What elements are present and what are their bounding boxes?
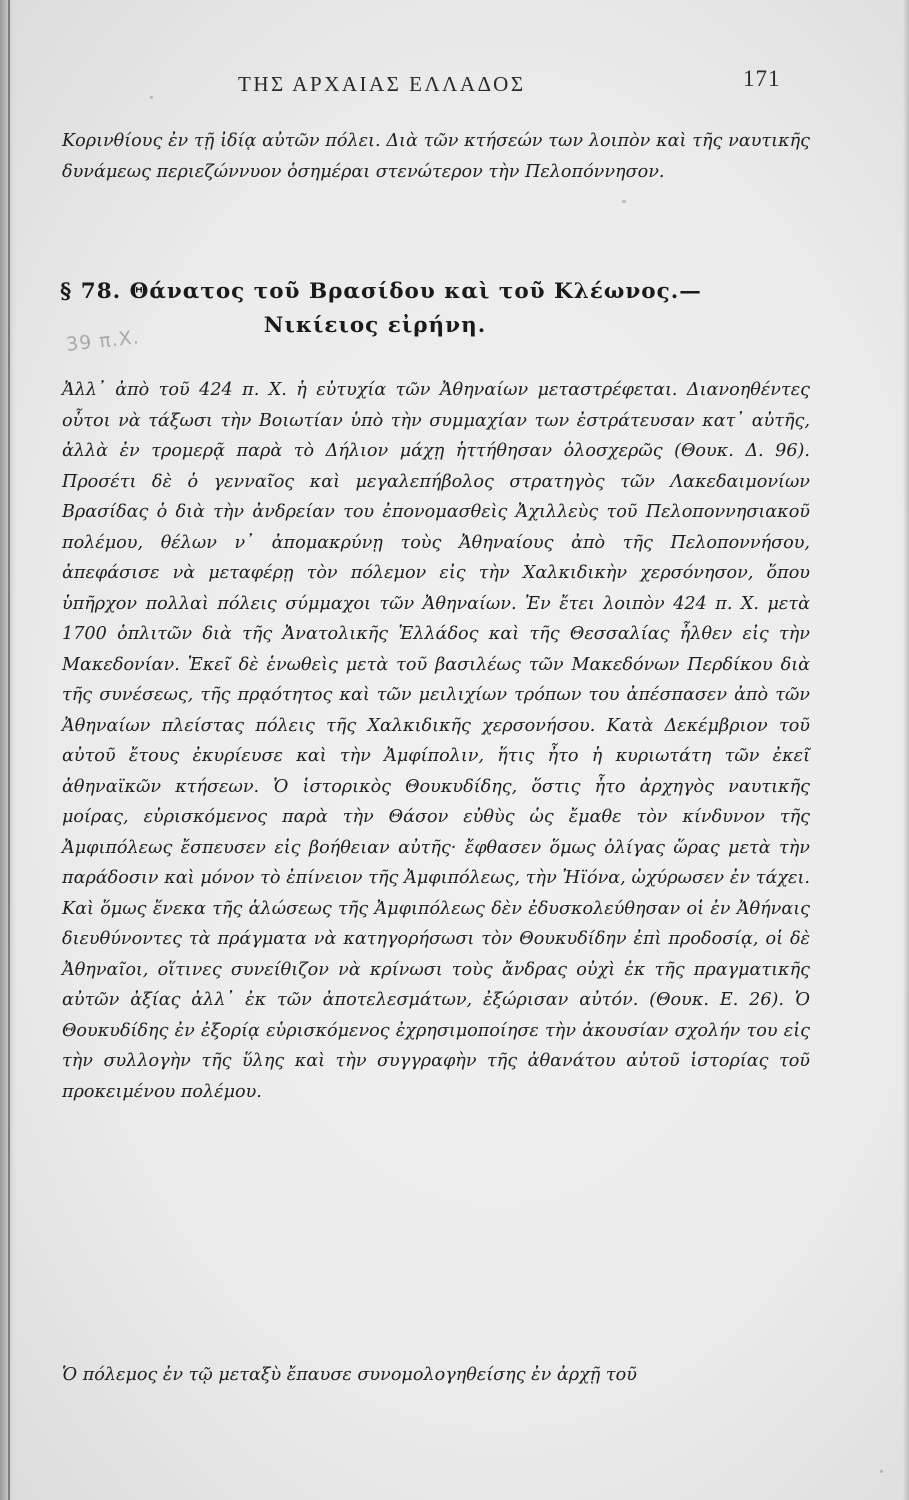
paragraph-text: Κορινθίους ἐν τῇ ἰδίᾳ αὐτῶν πόλει. Διὰ τῶν κτήσεών των λοιπὸν καὶ τῆς ναυτικῆς δυνάμεως περιεζώννυον ὁσημέραι στενώτερον τὴν Πελοπόννησον. — [62, 131, 810, 182]
main-paragraph — [62, 375, 810, 1107]
pencil-margin-note: 39 π.Χ. — [65, 326, 141, 356]
print-speck — [880, 1470, 883, 1473]
page-edge — [903, 0, 909, 1500]
print-speck — [622, 200, 626, 203]
paragraph-text: Ἀλλ᾽ ἀπὸ τοῦ 424 π. Χ. ἡ εὐτυχία τῶν Ἀθηναίων μεταστρέφεται. Διανοηθέντες οὗτοι νὰ τάξωσι τὴν Βοιωτίαν ὑπὸ τὴν συμμαχίαν των ἐστράτευσαν κατ᾽ αὐτῆς, ἀλλὰ ἐν τρομερᾷ παρὰ τὸ Δήλιον μάχῃ ἡττήθησαν ὁλοσχερῶς (Θουκ. Δ. 96). Προσέτι δὲ ὁ γενναῖος καὶ μεγαλεπήβολος στρατηγὸς τῶν Λακεδαιμονίων Βρασίδας ὁ διὰ τὴν ἀνδρείαν του ἐπονομασθεὶς Ἀχιλλεὺς τοῦ Πελοποννησιακοῦ πολέμου, θέλων ν᾽ ἀπομακρύνῃ τοὺς Ἀθηναίους ἀπὸ τῆς Πελοποννήσου, ἀπεφάσισε νὰ μεταφέρῃ τὸν πόλεμον εἰς τὴν Χαλκιδικὴν χερσόνησον, ὅπου ὑπῆρχον πολλαὶ πόλεις σύμμαχοι τῶν Ἀθηναίων. Ἐν ἔτει λοιπὸν 424 π. Χ. μετὰ 1700 ὁπλιτῶν διὰ τῆς Ἀνατολικῆς Ἑλλάδος καὶ τῆς Θεσσαλίας ἦλθεν εἰς τὴν Μακεδονίαν. Ἐκεῖ δὲ ἑνωθεὶς μετὰ τοῦ βασιλέως τῶν Μακεδόνων Περδίκου διὰ τῆς συνέσεως, τῆς πρᾳότητος καὶ τῶν μειλιχίων τρόπων του ἀπέσπασεν ἀπὸ τῶν Ἀθηναίων πλείστας πόλεις τῆς Χαλκιδικῆς χερσονήσου. Κατὰ Δεκέμβριον τοῦ αὐτοῦ ἔτους ἐκυρίευσε καὶ τὴν Ἀμφίπολιν, ἥτις ἦτο ἡ κυριωτάτη τῶν ἐκεῖ ἀθηναϊκῶν κτήσεων. Ὁ ἱστορικὸς Θουκυδίδης, ὅστις ἦτο ἀρχηγὸς ναυτικῆς μοίρας, εὑρισκόμενος παρὰ τὴν Θάσον εὐθὺς ὡς ἔμαθε τὸν κίνδυνον τῆς Ἀμφιπόλεως ἔσπευσεν εἰς βοήθειαν αὐτῆς· ἔφθασεν ὅμως ὀλίγας ὥρας μετὰ τὴν παράδοσιν καὶ μόνον τὸ ἐπίνειον τῆς Ἀμφιπόλεως, τὴν Ἠϊόνα, ὠχύρωσεν ἐν τάχει. Καὶ ὅμως ἕνεκα τῆς ἁλώσεως τῆς Ἀμφιπόλεως δὲν ἐδυσκολεύθησαν οἱ ἐν Ἀθήναις διευθύνοντες τὰ πράγματα νὰ κατηγορήσωσι τὸν Θουκυδίδην ἐπὶ προδοσίᾳ, οἱ δὲ Ἀθηναῖοι, οἵτινες συνείθιζον νὰ κρίνωσι τοὺς ἄνδρας οὐχὶ ἐκ τῆς πραγματικῆς αὐτῶν ἀξίας ἀλλ᾽ ἐκ τῶν ἀποτελεσμάτων, ἐξώρισαν αὐτόν. (Θουκ. Ε. 26). Ὁ Θουκυδίδης ἐν ἐξορίᾳ εὑρισκόμενος ἐχρησιμοποίησε τὴν ἀκουσίαν σχολήν του εἰς τὴν συλλογὴν τῆς ὕλης καὶ τὴν συγγραφὴν τῆς ἀθανάτου αὐτοῦ ἱστορίας τοῦ προκειμένου πολέμου. — [62, 380, 810, 1102]
section-heading-line-2: Νικίειος εἰρήνη. — [263, 313, 487, 338]
section-heading — [60, 275, 820, 343]
print-speck — [150, 96, 153, 99]
last-paragraph: Ὁ πόλεμος ἐν τῷ μεταξὺ ἔπαυσε συνομολογηθείσης ἐν ἀρχῇ τοῦ — [62, 1365, 637, 1385]
continued-paragraph — [62, 126, 810, 187]
running-head: ΤΗΣ ΑΡΧΑΙΑΣ ΕΛΛΑΔΟΣ — [238, 72, 526, 96]
binding-line — [8, 0, 10, 1500]
section-heading-line-1: § 78. Θάνατος τοῦ Βρασίδου καὶ τοῦ Κλέωνος.— — [60, 279, 702, 304]
page-number: 171 — [743, 66, 781, 91]
